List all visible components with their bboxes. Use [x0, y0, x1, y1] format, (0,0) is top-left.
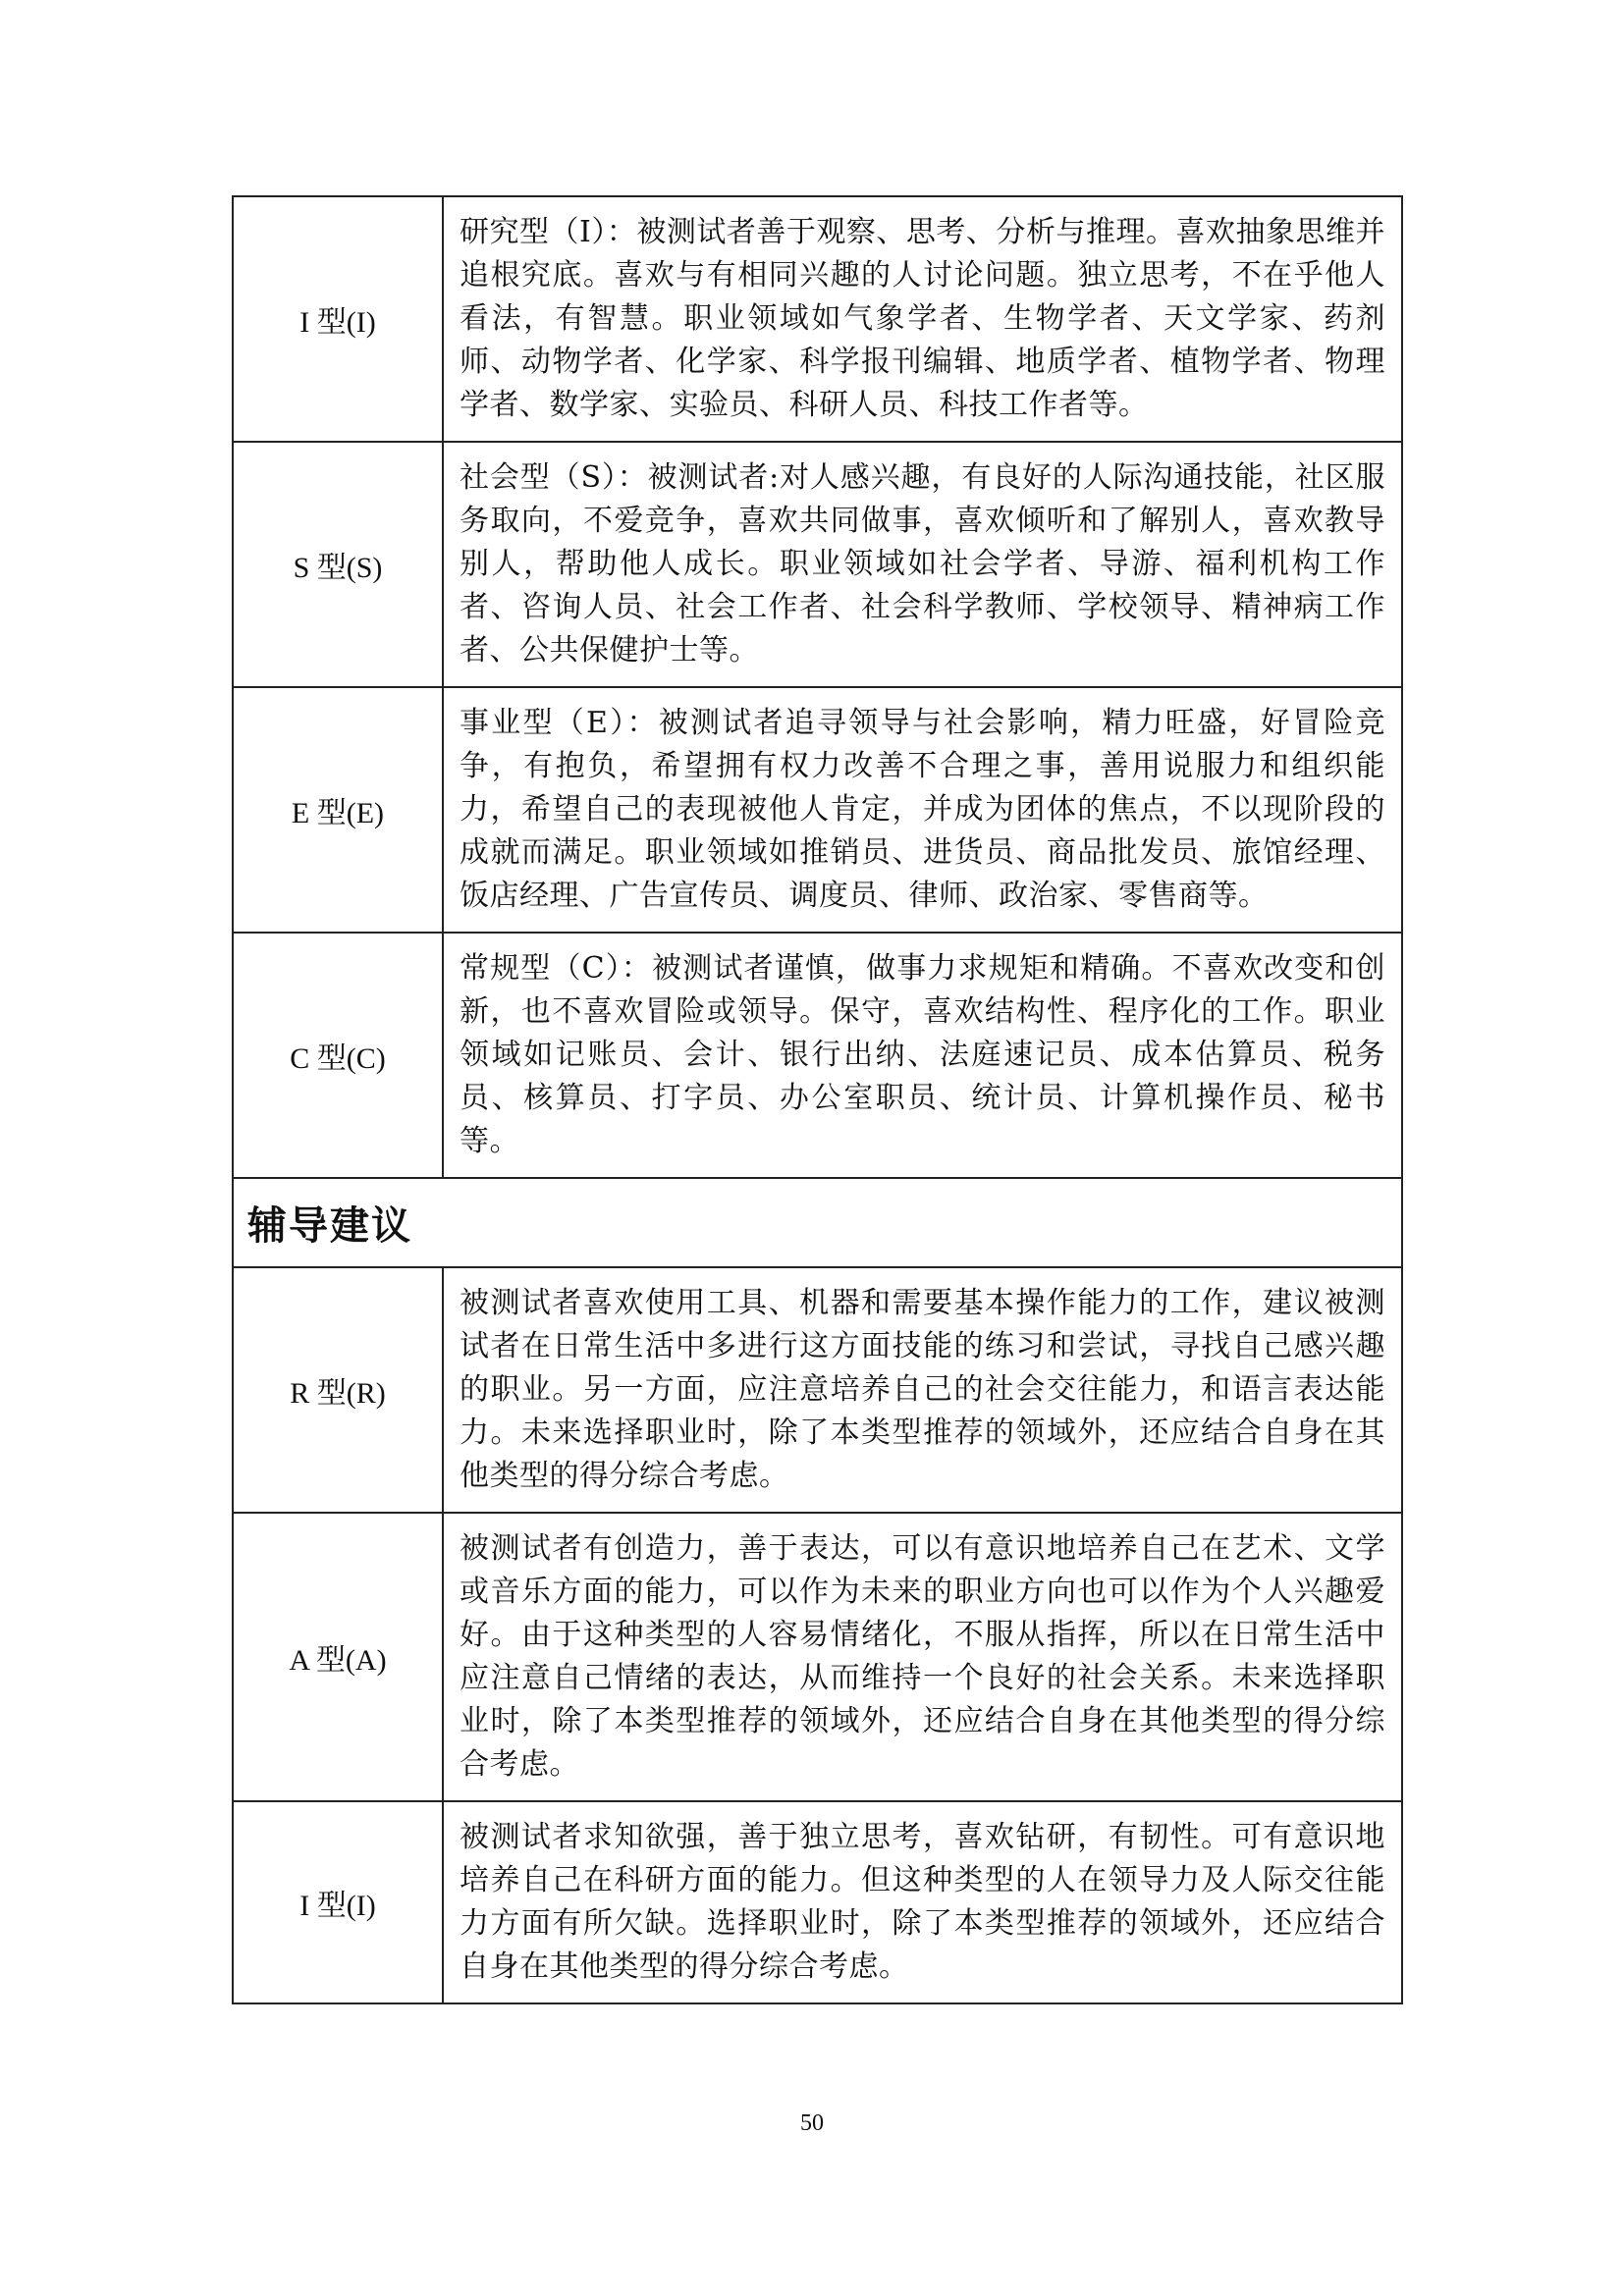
table-row [233, 1267, 1402, 1513]
table-row [233, 687, 1402, 933]
table-row [233, 196, 1402, 442]
description-cell: 被测试者有创造力，善于表达，可以有意识地培养自己在艺术、文学或音乐方面的能力，可以作为未来的职业方向也可以作为个人兴趣爱好。由于这种类型的人容易情绪化，不服从指挥，所以在日常生活中应注意自己情绪的表达，从而维持一个良好的社会关系。未来选择职业时，除了本类型推荐的领域外，还应结合自身在其他类型的得分综合考虑。 [443, 1513, 1402, 1801]
type-cell: A 型(A) [233, 1513, 443, 1801]
type-cell: E 型(E) [233, 687, 443, 933]
description-cell: 研究型（I）：被测试者善于观察、思考、分析与推理。喜欢抽象思维并追根究底。喜欢与有相同兴趣的人讨论问题。独立思考，不在乎他人看法，有智慧。职业领域如气象学者、生物学者、天文学家、药剂师、动物学者、化学家、科学报刊编辑、地质学者、植物学者、物理学者、数学家、实验员、科研人员、科技工作者等。 [443, 196, 1402, 442]
profile-table [232, 195, 1403, 2004]
type-cell: I 型(I) [233, 1801, 443, 2003]
description-cell: 社会型（S）：被测试者:对人感兴趣，有良好的人际沟通技能，社区服务取向，不爱竞争，喜欢共同做事，喜欢倾听和了解别人，喜欢教导别人，帮助他人成长。职业领域如社会学者、导游、福利机构工作者、咨询人员、社会工作者、社会科学教师、学校领导、精神病工作者、公共保健护士等。 [443, 442, 1402, 687]
type-cell: S 型(S) [233, 442, 443, 687]
page-number: 50 [800, 2110, 824, 2136]
type-cell: C 型(C) [233, 933, 443, 1178]
table-row [233, 1513, 1402, 1801]
section-row [233, 1178, 1402, 1267]
type-cell: I 型(I) [233, 196, 443, 442]
table-row [233, 1801, 1402, 2003]
type-cell: R 型(R) [233, 1267, 443, 1513]
description-cell: 被测试者求知欲强，善于独立思考，喜欢钻研，有韧性。可有意识地培养自己在科研方面的能力。但这种类型的人在领导力及人际交往能力方面有所欠缺。选择职业时，除了本类型推荐的领域外，还应结合自身在其他类型的得分综合考虑。 [443, 1801, 1402, 2003]
description-cell: 被测试者喜欢使用工具、机器和需要基本操作能力的工作，建议被测试者在日常生活中多进行这方面技能的练习和尝试，寻找自己感兴趣的职业。另一方面，应注意培养自己的社会交往能力，和语言表达能力。未来选择职业时，除了本类型推荐的领域外，还应结合自身在其他类型的得分综合考虑。 [443, 1267, 1402, 1513]
description-cell: 常规型（C）：被测试者谨慎，做事力求规矩和精确。不喜欢改变和创新，也不喜欢冒险或领导。保守，喜欢结构性、程序化的工作。职业领域如记账员、会计、银行出纳、法庭速记员、成本估算员、税务员、核算员、打字员、办公室职员、统计员、计算机操作员、秘书等。 [443, 933, 1402, 1178]
table-row [233, 933, 1402, 1178]
table-row [233, 442, 1402, 687]
section-title: 辅导建议 [233, 1178, 1402, 1267]
description-cell: 事业型（E）：被测试者追寻领导与社会影响，精力旺盛，好冒险竞争，有抱负，希望拥有权力改善不合理之事，善用说服力和组织能力，希望自己的表现被他人肯定，并成为团体的焦点，不以现阶段的成就而满足。职业领域如推销员、进货员、商品批发员、旅馆经理、饭店经理、广告宣传员、调度员、律师、政治家、零售商等。 [443, 687, 1402, 933]
